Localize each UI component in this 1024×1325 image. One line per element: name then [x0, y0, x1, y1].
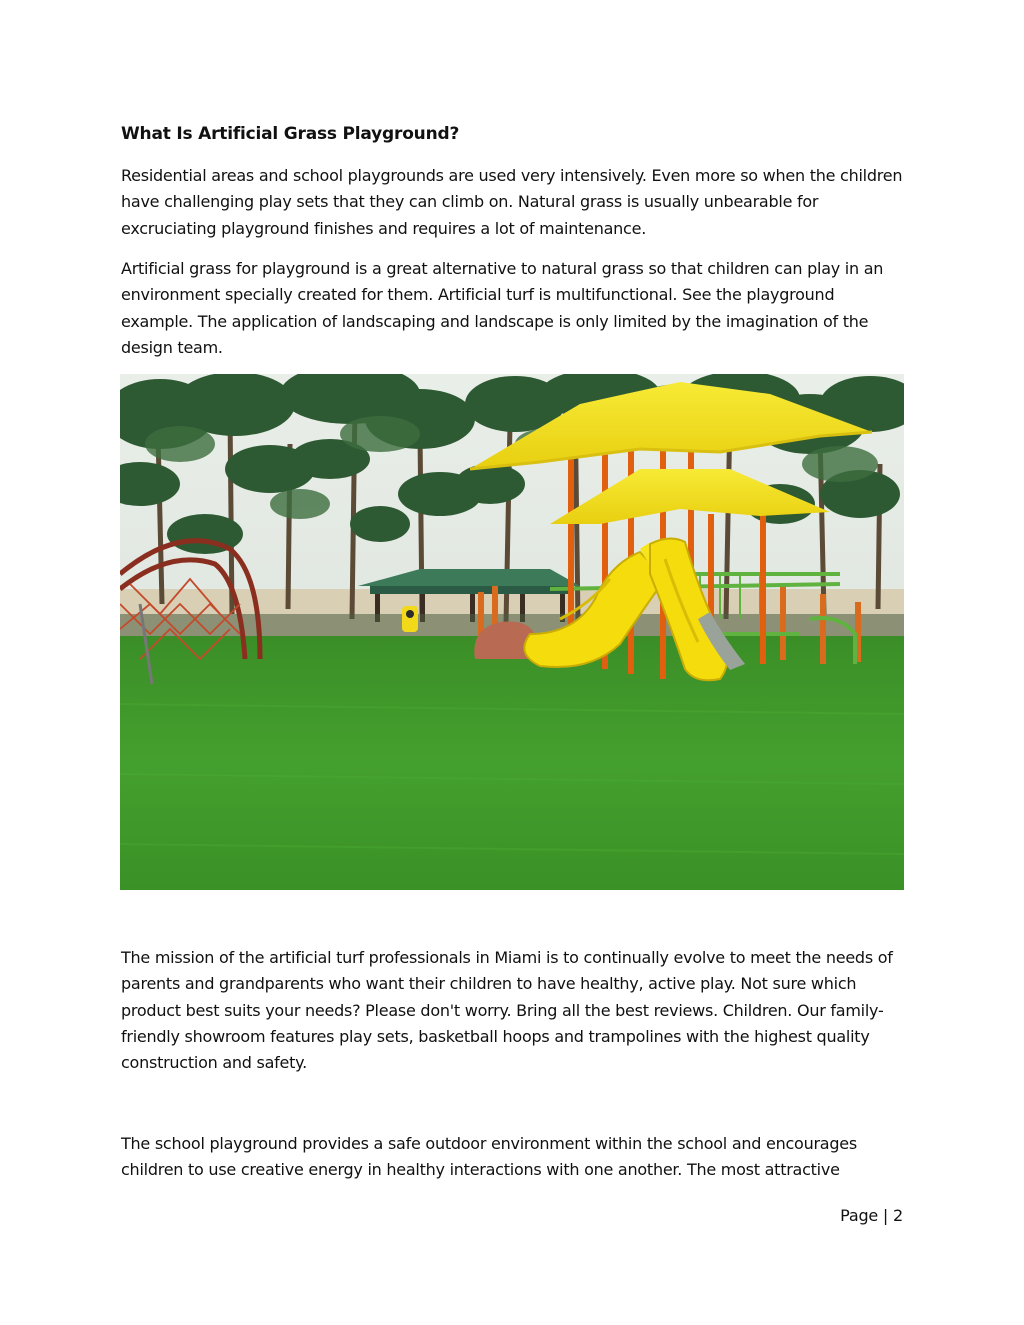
paragraph-intro: Residential areas and school playgrounds are used very intensively. Even more so when the children have challenging play sets that they can climb on. Natural grass is usually unbearable for excruciating playground finishes and requires a lot of maintenance. [121, 166, 903, 238]
paragraph-school: The school playground provides a safe outdoor environment within the school and encourages children to use creative energy in healthy interactions with one another. The most attractive [121, 1134, 857, 1180]
paragraph-mission: The mission of the artificial turf professionals in Miami is to continually evolve to meet the needs of parents and grandparents who want their children to have healthy, active play. Not sure which product best suits your needs? Please don't worry. Bring all the best reviews. Children. Our family-friendly showroom features play sets, basketball hoops and trampolines with the highest quality construction and safety. [121, 948, 893, 1073]
section-heading: What Is Artificial Grass Playground? [121, 124, 460, 144]
page-number: Page | 2 [840, 1206, 903, 1225]
paragraph-alternative: Artificial grass for playground is a great alternative to natural grass so that children can play in an environment specially created for them. Artificial turf is multifunctional. See the playground example. The application of landscaping and landscape is only limited by the imagination of the design team. [121, 259, 884, 357]
playground-photo [120, 374, 904, 890]
